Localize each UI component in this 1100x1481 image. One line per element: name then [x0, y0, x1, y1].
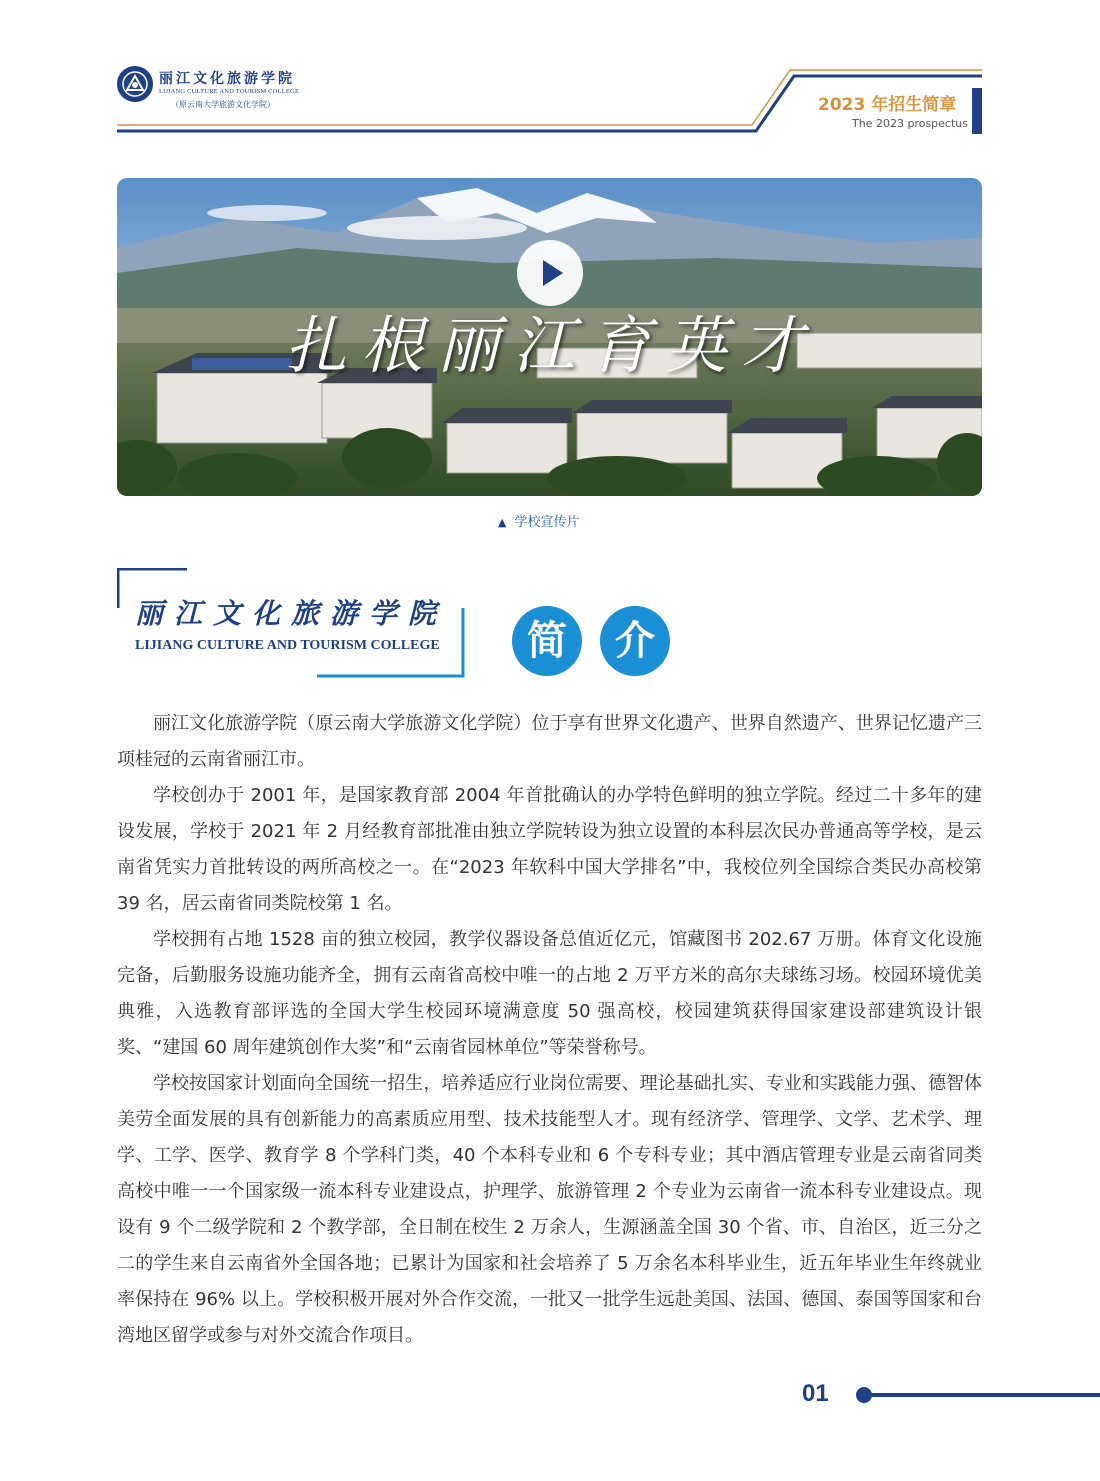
page-number: 01 — [802, 1380, 829, 1407]
intro-title-char-2: 介 — [600, 606, 670, 676]
paragraph: 丽江文化旅游学院（原云南大学旅游文化学院）位于享有世界文化遗产、世界自然遗产、世界记忆遗产三项桂冠的云南省丽江市。 — [117, 713, 982, 770]
logo-name-en: LIJIANG CULTURE AND TOURISM COLLEGE — [159, 88, 300, 95]
college-logo — [117, 66, 327, 116]
paragraph: 学校创办于 2001 年，是国家教育部 2004 年首批确认的办学特色鲜明的独立学院。经过二十多年的建设发展，学校于 2021 年 2 月经教育部批准由独立学院转设为独立设置的本科层次民办普通高等学校，是云南省凭实力首批转设的两所高校之一。在“2023 年软科中国大学排名”中，我校位列全国综合类民办高校第 39 名，居云南省同类院校第 1 名。 — [117, 785, 982, 914]
logo-name-cn: 丽江文化旅游学院 — [159, 71, 295, 87]
college-emblem-icon — [117, 66, 153, 102]
video-slogan: 扎根丽江育英才 — [285, 309, 818, 382]
section-college-name-cn: 丽江文化旅游学院 — [135, 597, 448, 630]
paragraph: 学校拥有占地 1528 亩的独立校园，教学仪器设备总值近亿元，馆藏图书 202.67 万册。体育文化设施完备，后勤服务设施功能齐全，拥有云南省高校中唯一的占地 2 万平方米的高尔夫球练习场。校园环境优美典雅，入选教育部评选的全国大学生校园环境满意度 50 强高校，校园建筑获得国家建设部建筑设计银奖、“建国 60 周年建筑创作大奖”和“云南省园林单位”等荣誉称号。 — [117, 929, 982, 1058]
introduction-body — [117, 706, 982, 1354]
promo-video[interactable] — [117, 178, 982, 496]
paragraph: 学校按国家计划面向全国统一招生，培养适应行业岗位需要、理论基础扎实、专业和实践能力强、德智体美劳全面发展的具有创新能力的高素质应用型、技术技能型人才。现有经济学、管理学、文学、艺术学、理学、工学、医学、教育学 8 个学科门类，40 个本科专业和 6 个专科专业；其中酒店管理专业是云南省同类高校中唯一一个国家级一流本科专业建设点，护理学、旅游管理 2 个专业为云南省一流本科专业建设点。现设有 9 个二级学院和 2 个教学部，全日制在校生 2 万余人，生源涵盖全国 30 个省、市、自治区，近三分之二的学生来自云南省外全国各地；已累计为国家和社会培养了 5 万余名本科毕业生，近五年毕业生年终就业率保持在 96% 以上。学校积极开展对外合作交流，一批又一批学生远赴美国、法国、德国、泰国等国家和台湾地区留学或参与对外交流合作项目。 — [117, 1073, 982, 1346]
footer-line-decoration — [855, 1385, 1100, 1405]
video-caption — [498, 511, 579, 530]
video-caption-text: 学校宣传片 — [514, 515, 580, 530]
section-college-name-en: LIJIANG CULTURE AND TOURISM COLLEGE — [135, 638, 440, 653]
logo-former-name: （原云南大学旅游文化学院） — [171, 100, 275, 109]
prospectus-title: 2023 年招生简章 — [818, 95, 957, 115]
triangle-up-icon: ▲ — [498, 516, 507, 529]
prospectus-subtitle: The 2023 prospectus — [852, 117, 968, 130]
intro-title-char-1: 简 — [512, 606, 582, 676]
page-header — [0, 0, 1100, 150]
